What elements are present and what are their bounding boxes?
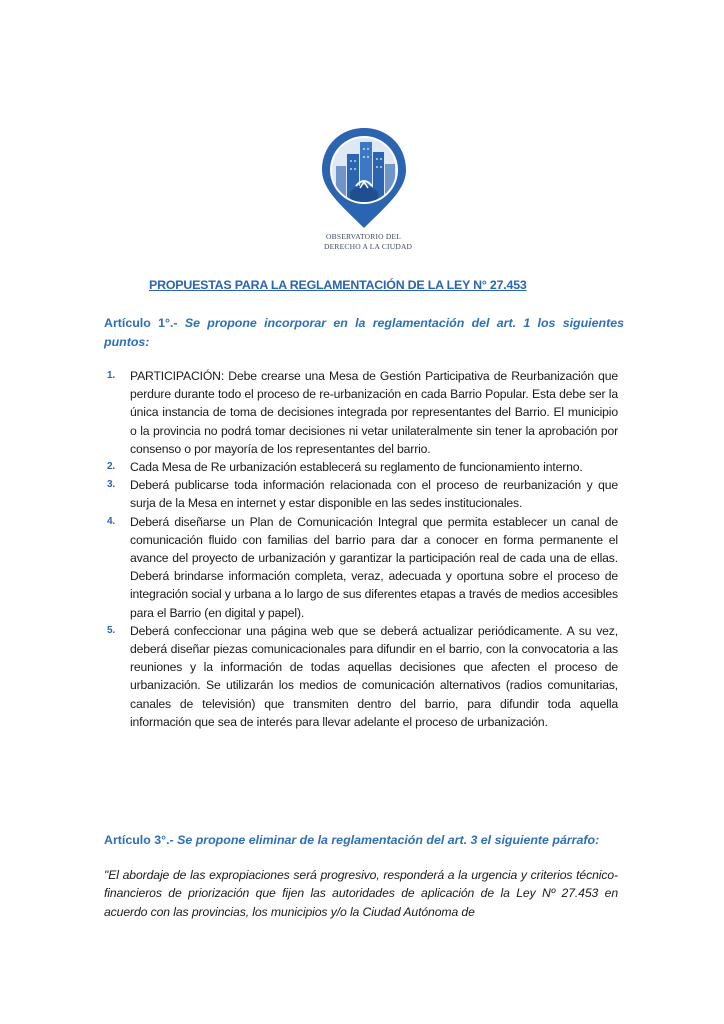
item-number: 5. [107,624,116,636]
list-item [104,367,618,458]
item-text: Cada Mesa de Re urbanización establecerá su reglamento de funcionamiento interno. [130,460,583,475]
article-3-heading [104,831,624,850]
item-number: 2. [107,461,116,473]
location-pin-city-icon [320,126,408,230]
list-item [104,622,618,731]
list-item [104,476,618,512]
document-title: PROPUESTAS PARA LA REGLAMENTACIÓN DE LA LEY N° 27.453 [149,278,527,292]
quoted-paragraph: "El abordaje de las expropiaciones será progresivo, responderá a la urgencia y criterios técnico-financieros de priorización que fijen las autoridades de aplicación de la Ley Nº 27.453 en acuerdo con las provincias, los municipios y/o la Ciudad Autónoma de [104,868,618,919]
article-3-description: Se propone eliminar de la reglamentación del art. 3 el siguiente párrafo: [177,833,600,847]
article-3-label: Artículo 3°.- [104,833,174,847]
item-number: 4. [107,515,116,527]
article-1-heading [104,314,624,352]
item-text: PARTICIPACIÓN: Debe crearse una Mesa de Gestión Participativa de Reurbanización que perdure durante todo el proceso de re-urbanización en cada Barrio Popular. Esta debe ser la única instancia de toma de decisiones integrada por representantes del Barrio. El municipio o la provincia no podrá tomar decisiones ni vetar unilateralmente sin tener la aprobación por consenso o por mayoría de los representantes del barrio. [130,369,618,456]
item-number: 1. [107,370,116,381]
item-text: Deberá publicarse toda información relacionada con el proceso de reurbanización y que surja de la Mesa en internet y estar disponible en las sedes institucionales. [130,478,618,511]
item-text: Deberá diseñarse un Plan de Comunicación Integral que permita establecer un canal de comunicación fluido con familias del barrio para dar a conocer en forma permanente el avance del proyecto de urbanización y garantizar la participación real de cada una de ellas. Deberá brindarse información completa, veraz, adecuada y oportuna sobre el proceso de integración social y urbana a lo largo de sus diferentes etapas a través de medios accesibles para el Barrio (en digital y papel). [130,514,618,620]
observatorio-logo [300,126,428,262]
logo-line-2: DERECHO A LA CIUDAD [324,242,413,251]
logo-line-1: OBSERVATORIO DEL [326,232,402,241]
article-1-label: Artículo 1°.- [104,316,178,330]
article-1-description: Se propone incorporar en la reglamentación del art. 1 los siguientes puntos: [104,316,624,349]
item-number: 3. [107,479,116,491]
proposal-list [104,367,618,731]
list-item [104,458,618,476]
list-item [104,513,618,622]
item-text: Deberá confeccionar una página web que se deberá actualizar periódicamente. A su vez, deberá diseñar piezas comunicacionales para difundir en el barrio, con la convocatoria a las reuniones y la información de todas aquellas decisiones que afecten el proceso de urbanización. Se utilizarán los medios de comunicación alternativos (radios comunitarias, canales de televisión) que transmiten dentro del barrio, para difundir toda aquella información que sea de interés para llevar adelante el proceso de urbanización. [130,623,618,729]
